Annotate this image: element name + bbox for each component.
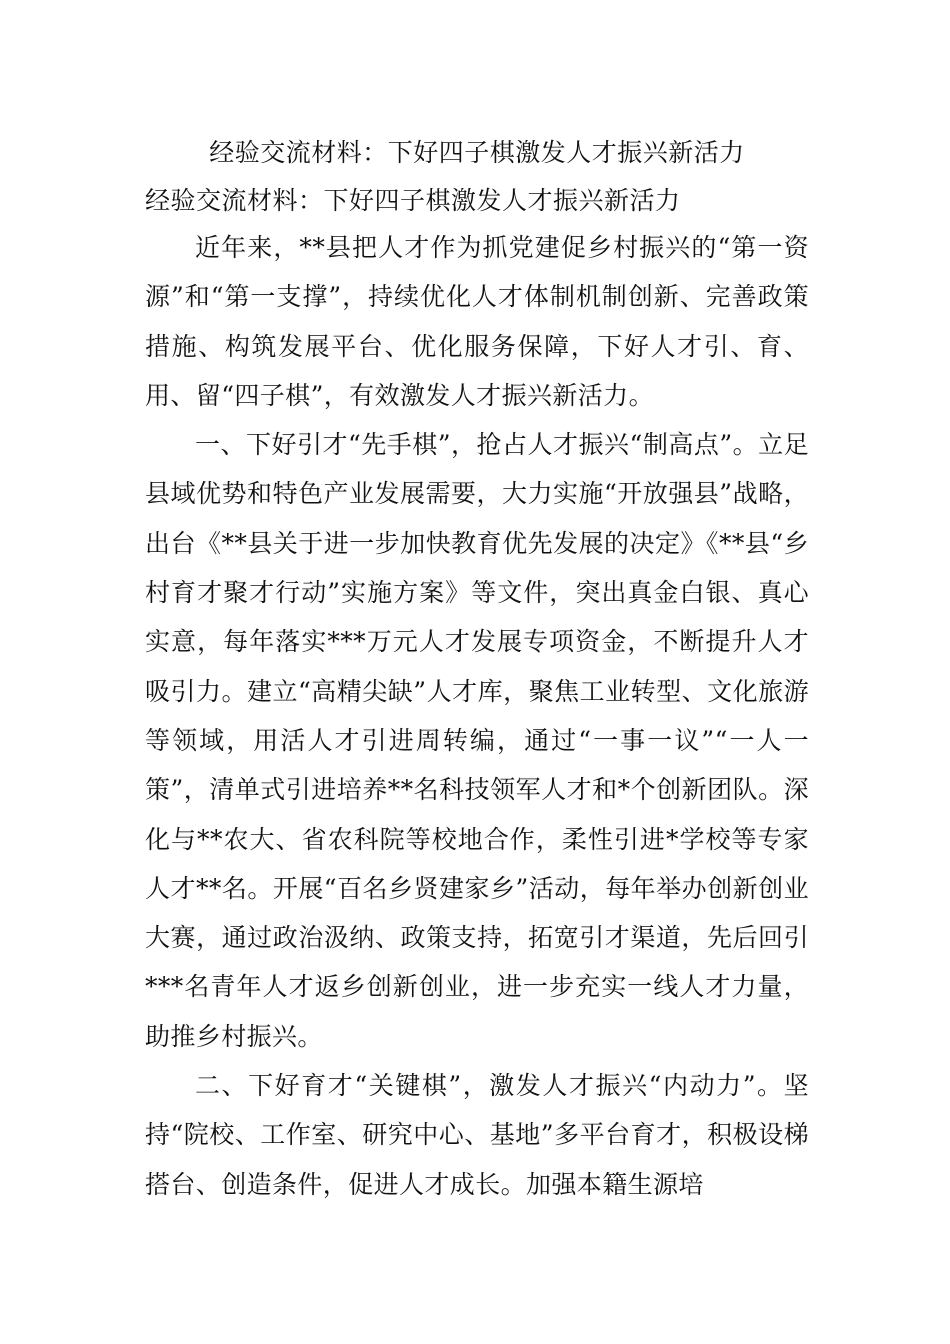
paragraph-section-2: 二、下好育才“关键棋”，激发人才振兴“内动力”。坚持“院校、工作室、研究中心、基地”多平台育才，积极设梯搭台、创造条件，促进人才成长。加强本籍生源培: [145, 1071, 809, 1199]
document-subtitle: 经验交流材料：下好四子棋激发人才振兴新活力: [145, 186, 681, 215]
paragraph-section-1: 一、下好引才“先手棋”，抢占人才振兴“制高点”。立足县域优势和特色产业发展需要，大力实施“开放强县”战略，出台《**县关于进一步加快教育优先发展的决定》《**县“乡村育才聚才行动”实施方案》等文件，突出真金白银、真心实意，每年落实***万元人才发展专项资金，不断提升人才吸引力。建立“高精尖缺”人才库，聚焦工业转型、文化旅游等领域，用活人才引进周转编，通过“一事一议”“一人一策”，清单式引进培养**名科技领军人才和*个创新团队。深化与**农大、省农科院等校地合作，柔性引进*学校等专家人才**名。开展“百名乡贤建家乡”活动，每年举办创新创业大赛，通过政治汲纳、政策支持，拓宽引才渠道，先后回引***名青年人才返乡创新创业，进一步充实一线人才力量，助推乡村振兴。: [145, 430, 809, 1051]
document-body: [145, 128, 809, 1209]
paragraph-intro: 近年来，**县把人才作为抓党建促乡村振兴的“第一资源”和“第一支撑”，持续优化人才体制机制创新、完善政策措施、构筑发展平台、优化服务保障，下好人才引、育、用、留“四子棋”，有效激发人才振兴新活力。: [145, 233, 809, 410]
document-title: 经验交流材料：下好四子棋激发人才振兴新活力: [209, 138, 745, 167]
